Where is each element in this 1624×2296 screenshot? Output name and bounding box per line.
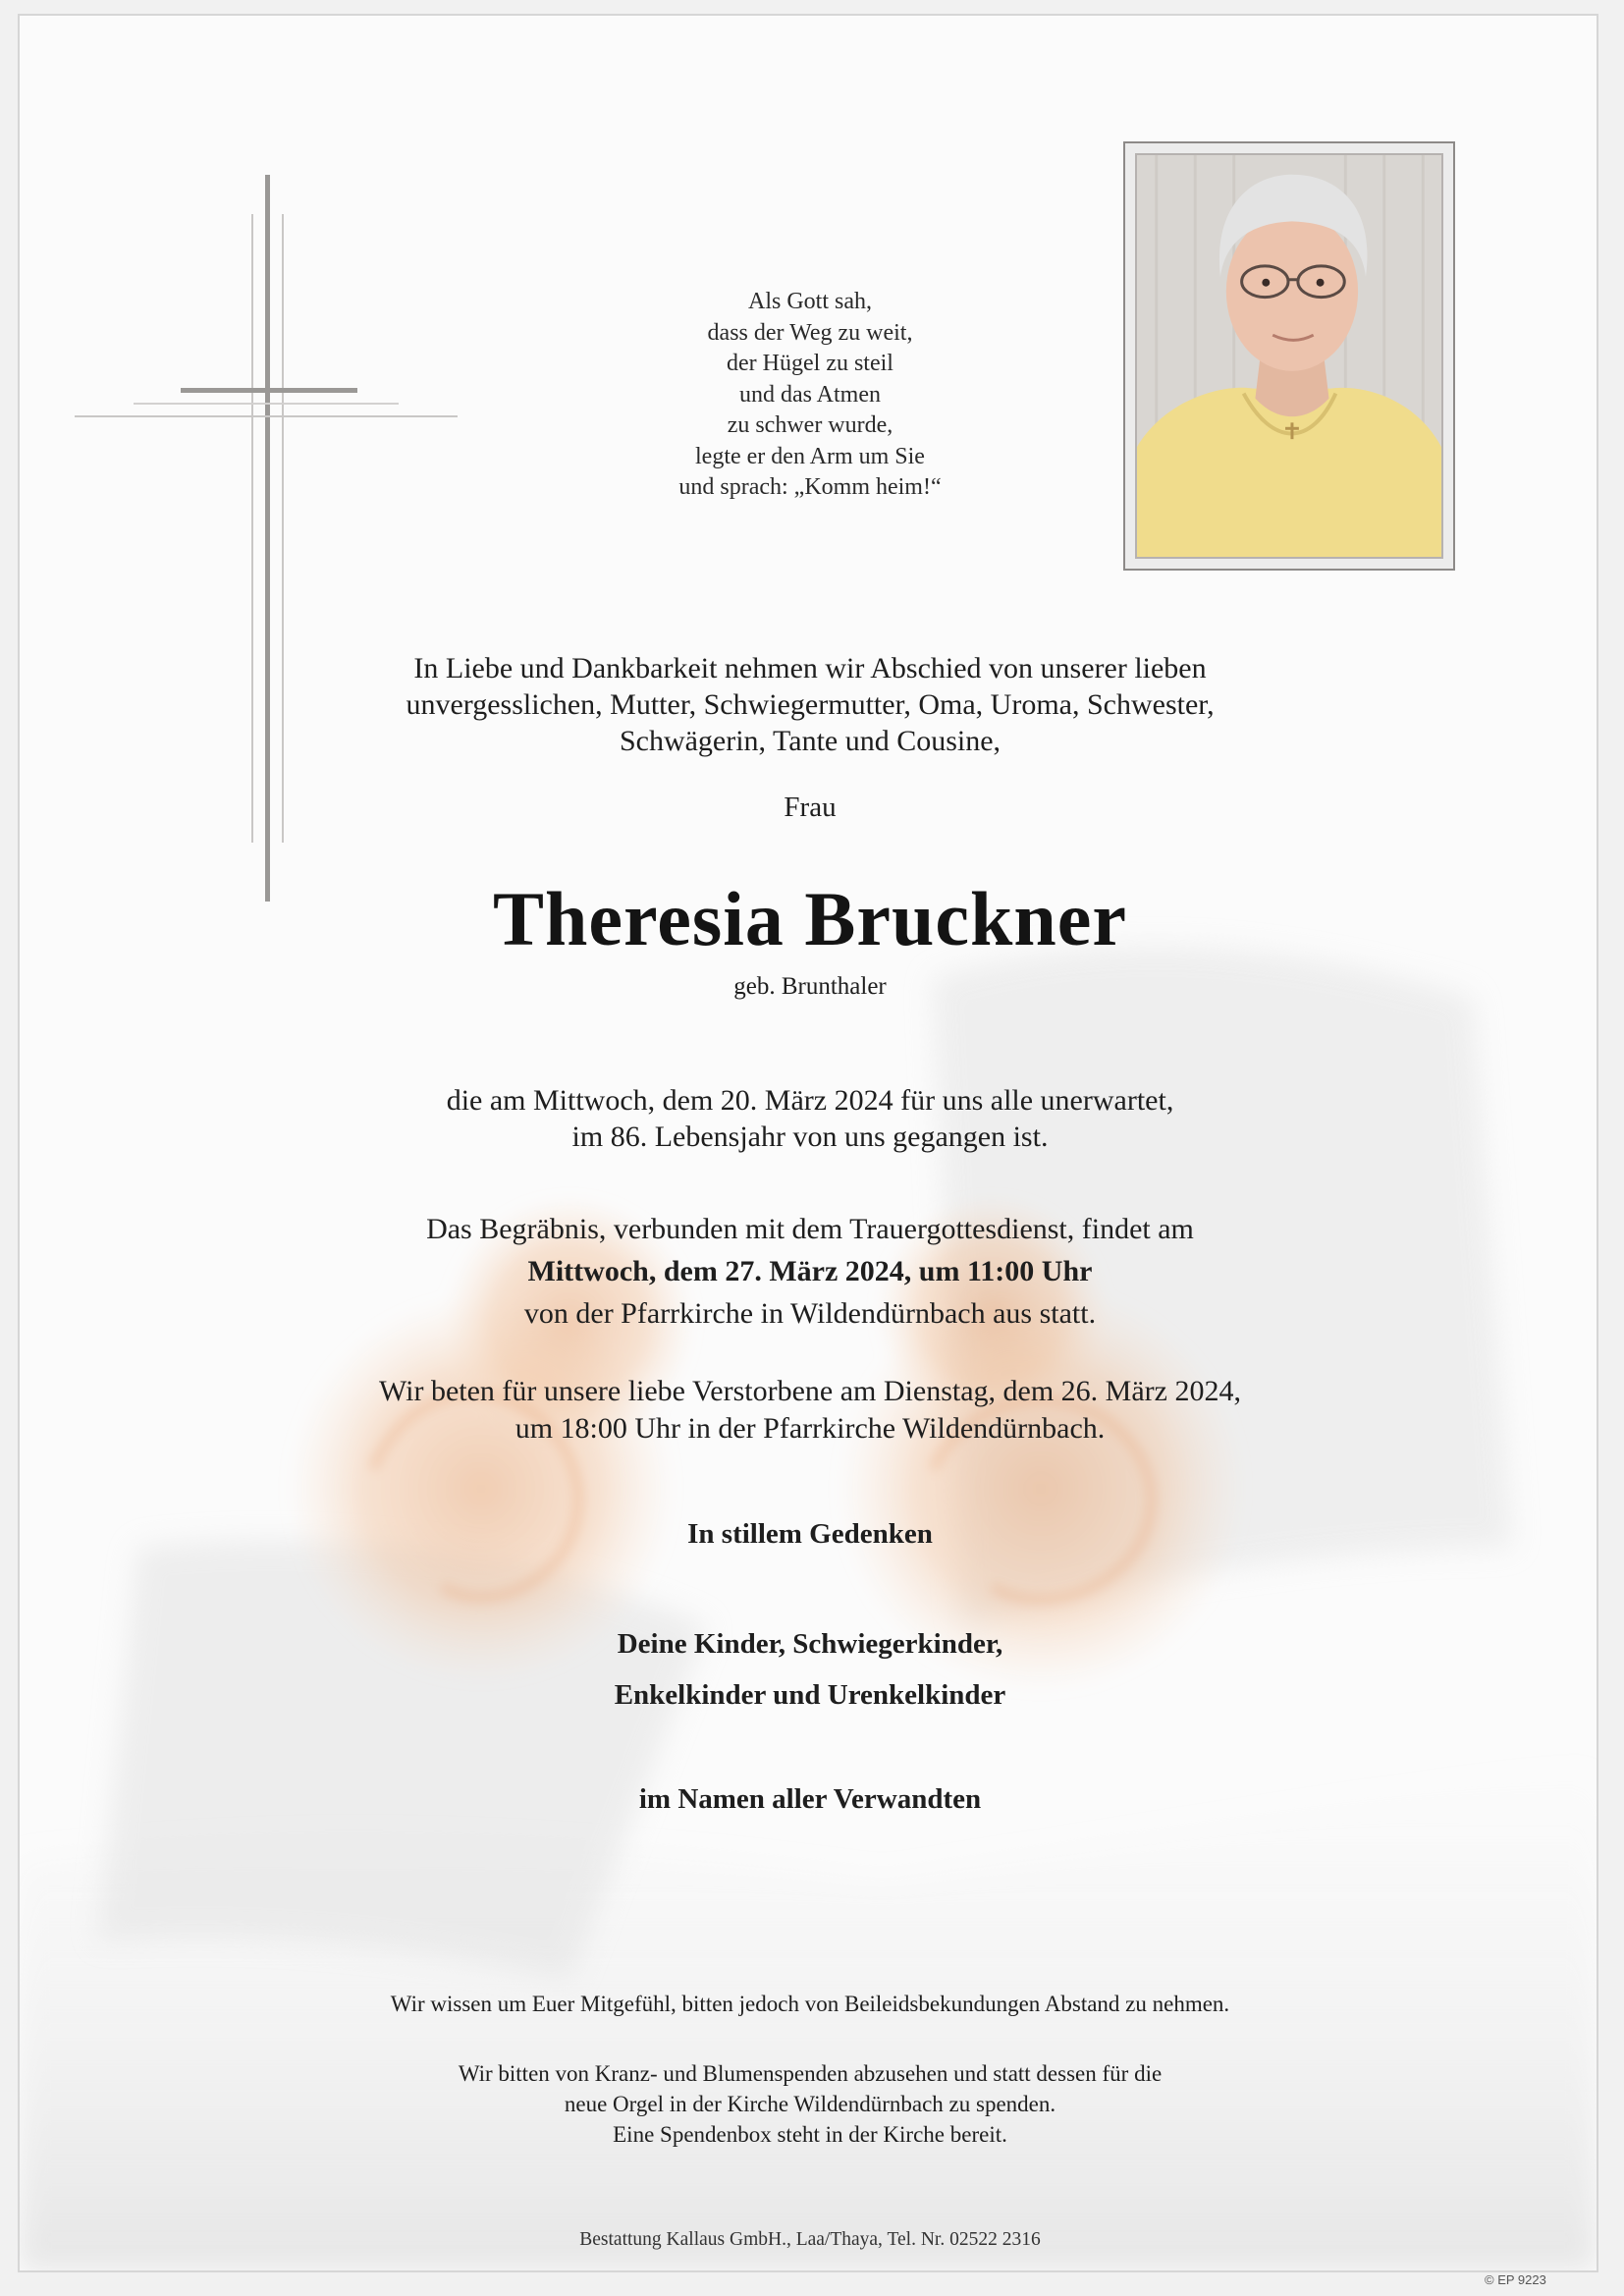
family-signature bbox=[196, 1618, 1424, 1721]
verse-line: legte er den Arm um Sie bbox=[695, 443, 925, 469]
print-code: © EP 9223 bbox=[1485, 2272, 1546, 2287]
verse-line: und sprach: „Komm heim!“ bbox=[678, 474, 942, 500]
verse-line: Als Gott sah, bbox=[748, 289, 872, 314]
condolence-note: Wir wissen um Euer Mitgefühl, bitten jedoch von Beileidsbekundungen Abstand zu nehmen. bbox=[390, 1992, 1230, 2016]
family-line: Deine Kinder, Schwiegerkinder, bbox=[617, 1628, 1003, 1660]
funeral-info bbox=[196, 1208, 1424, 1335]
verse-line: der Hügel zu steil bbox=[727, 351, 893, 376]
intro-line: In Liebe und Dankbarkeit nehmen wir Abschied von unserer lieben bbox=[413, 652, 1207, 684]
verse-line: und das Atmen bbox=[739, 381, 881, 408]
salutation: Frau bbox=[784, 792, 837, 823]
donation-line: Wir bitten von Kranz- und Blumenspenden abzusehen und statt dessen für die bbox=[458, 2061, 1163, 2086]
portrait-photo bbox=[1135, 153, 1443, 559]
verse-poem bbox=[599, 287, 1021, 504]
funeral-line: von der Pfarrkirche in Wildendürnbach aus statt. bbox=[523, 1297, 1097, 1330]
prayer-info bbox=[196, 1373, 1424, 1448]
death-notice bbox=[196, 1082, 1424, 1155]
donation-line: neue Orgel in der Kirche Wildendürnbach zu spenden. bbox=[564, 2092, 1056, 2116]
prayer-line: um 18:00 Uhr in der Pfarrkirche Wildendürnbach. bbox=[514, 1412, 1106, 1445]
donation-note bbox=[196, 2058, 1424, 2150]
undertaker-footer: Bestattung Kallaus GmbH., Laa/Thaya, Tel. Nr. 02522 2316 bbox=[579, 2229, 1041, 2250]
in-memory-line: In stillem Gedenken bbox=[687, 1518, 933, 1550]
death-line: die am Mittwoch, dem 20. März 2024 für uns alle unerwartet, bbox=[446, 1084, 1174, 1117]
intro-line: Schwägerin, Tante und Cousine, bbox=[619, 725, 1001, 757]
family-line: Enkelkinder und Urenkelkinder bbox=[614, 1679, 1006, 1711]
intro-text bbox=[196, 650, 1424, 759]
verse-line: dass der Weg zu weit, bbox=[707, 319, 913, 346]
funeral-date-time: Mittwoch, dem 27. März 2024, um 11:00 Uhr bbox=[527, 1255, 1093, 1287]
funeral-line: Das Begräbnis, verbunden mit dem Trauergottesdienst, findet am bbox=[426, 1213, 1194, 1245]
donation-line: Eine Spendenbox steht in der Kirche bereit. bbox=[613, 2122, 1007, 2147]
maiden-name: geb. Brunthaler bbox=[733, 973, 887, 1000]
deceased-name: Theresia Bruckner bbox=[492, 876, 1128, 961]
relatives-line: im Namen aller Verwandten bbox=[638, 1783, 982, 1815]
portrait-frame bbox=[1123, 141, 1455, 571]
prayer-line: Wir beten für unsere liebe Verstorbene am Dienstag, dem 26. März 2024, bbox=[379, 1375, 1241, 1407]
parte-page bbox=[18, 14, 1598, 2272]
intro-line: unvergesslichen, Mutter, Schwiegermutter, Oma, Uroma, Schwester, bbox=[406, 688, 1215, 721]
verse-line: zu schwer wurde, bbox=[727, 412, 893, 438]
death-line: im 86. Lebensjahr von uns gegangen ist. bbox=[571, 1121, 1049, 1153]
